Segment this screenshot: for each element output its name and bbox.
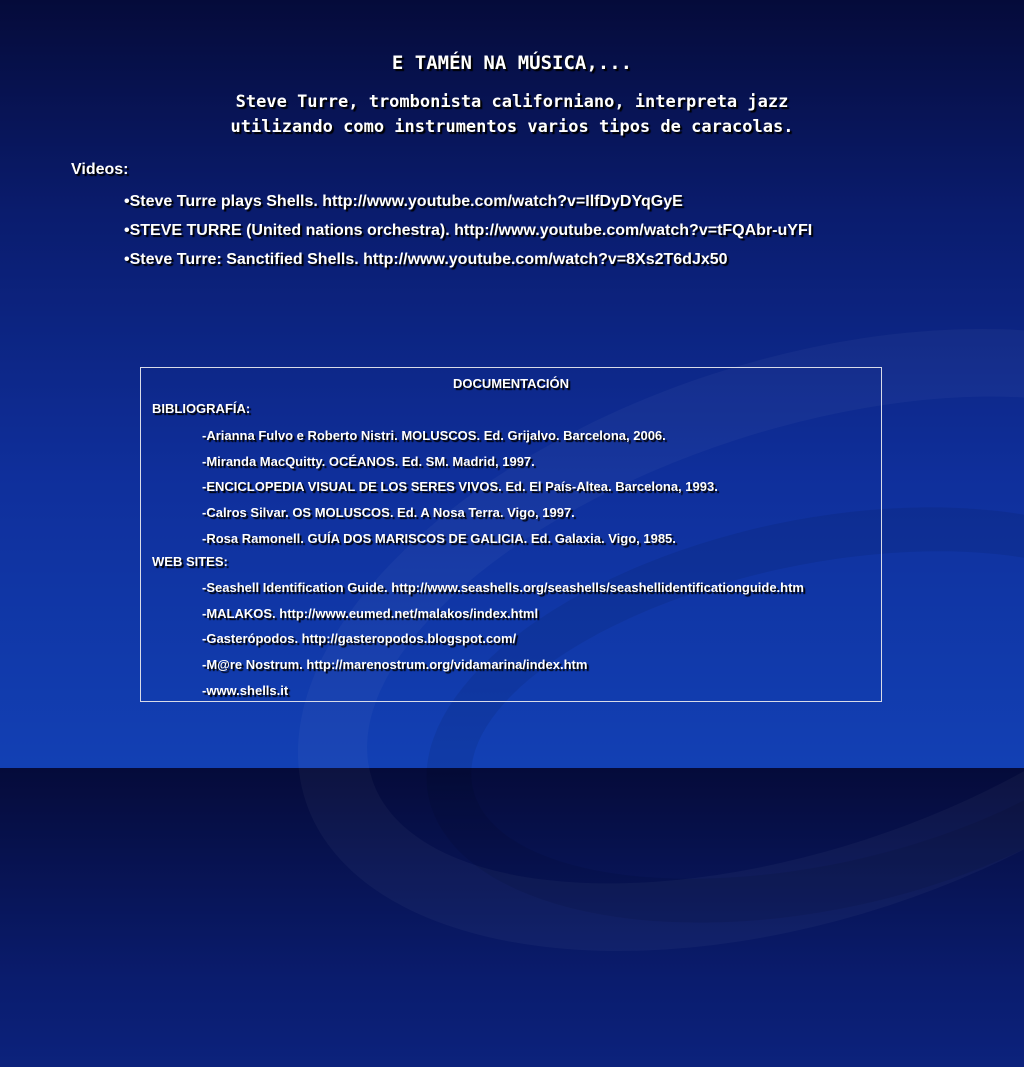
documentation-heading: DOCUMENTACIÓN	[452, 376, 570, 391]
bibliography-item: -ENCICLOPEDIA VISUAL DE LOS SERES VIVOS. Ed. El País-Altea. Barcelona, 1993.	[202, 479, 718, 495]
bibliography-item: -Miranda MacQuitty. OCÉANOS. Ed. SM. Madrid, 1997.	[202, 453, 535, 469]
video-link-2[interactable]: •STEVE TURRE (United nations orchestra). http://www.youtube.com/watch?v=tFQAbr-uYFI	[124, 222, 813, 239]
documentation-box	[140, 367, 882, 702]
slide-title: E TAMÉN NA MÚSICA,...	[391, 52, 633, 74]
website-link[interactable]: -M@re Nostrum. http://marenostrum.org/vidamarina/index.htm	[202, 657, 588, 673]
websites-label: WEB SITES:	[152, 554, 228, 569]
bibliography-item: -Calros Silvar. OS MOLUSCOS. Ed. A Nosa Terra. Vigo, 1997.	[202, 505, 575, 521]
slide-subtitle: Steve Turre, trombonista californiano, interpreta jazz utilizando como instrumentos varios tipos de caracolas.	[230, 92, 794, 137]
videos-label: Videos:	[71, 161, 129, 178]
websites-list	[202, 579, 804, 707]
bibliography-item: -Arianna Fulvo e Roberto Nistri. MOLUSCOS. Ed. Grijalvo. Barcelona, 2006.	[202, 428, 666, 443]
video-list	[124, 191, 812, 278]
website-link[interactable]: -Gasterópodos. http://gasteropodos.blogspot.com/	[202, 631, 517, 647]
video-link-1[interactable]: •Steve Turre plays Shells. http://www.youtube.com/watch?v=IlfDyDYqGyE	[124, 193, 683, 210]
website-link[interactable]: -www.shells.it	[202, 682, 289, 698]
bibliography-item: -Rosa Ramonell. GUÍA DOS MARISCOS DE GALICIA. Ed. Galaxia. Vigo, 1985.	[202, 530, 676, 546]
website-link[interactable]: -MALAKOS. http://www.eumed.net/malakos/index.html	[202, 605, 539, 621]
bibliography-list	[202, 427, 718, 555]
video-link-3[interactable]: •Steve Turre: Sanctified Shells. http://www.youtube.com/watch?v=8Xs2T6dJx50	[124, 251, 728, 268]
website-link[interactable]: -Seashell Identification Guide. http://www.seashells.org/seashells/seashellidentificationguide.htm	[202, 580, 804, 595]
bibliography-label: BIBLIOGRAFÍA:	[152, 401, 251, 416]
